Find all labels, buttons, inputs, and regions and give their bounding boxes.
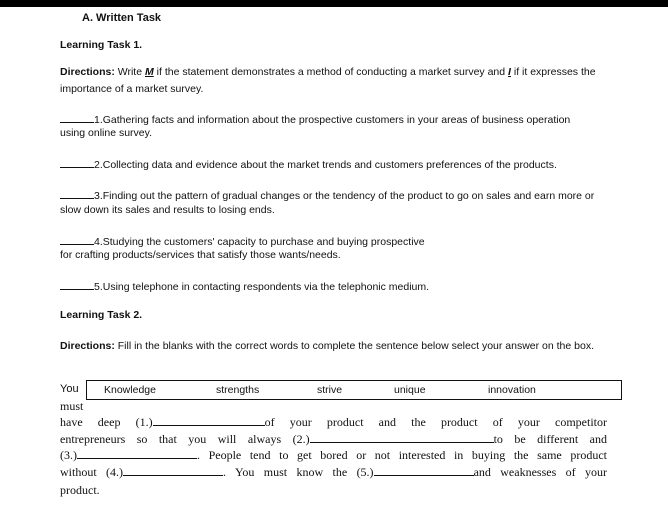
word-bank-item: strengths — [216, 384, 260, 396]
letter-i: I — [508, 66, 511, 78]
answer-blank-3[interactable] — [60, 188, 94, 199]
answer-blank-2[interactable] — [60, 157, 94, 168]
task2-title: Learning Task 2. — [60, 309, 143, 321]
paragraph-line-4: without (4.) . You must know the (5.) and weaknesses of your — [60, 465, 607, 479]
fill-blank-1[interactable] — [153, 415, 265, 426]
word-bank-item: innovation — [488, 384, 536, 396]
letter-m: M — [145, 66, 154, 78]
lead-word-must: must — [60, 399, 84, 413]
task1-item-1: 1.Gathering facts and information about the prospective customers in your areas of business operation — [60, 112, 570, 126]
word-bank-box — [86, 380, 622, 400]
task1-item-4-cont: for crafting products/services that satisfy those wants/needs. — [60, 249, 341, 261]
paragraph-line-2: entrepreneurs so that you will always (2.) to be different and — [60, 432, 607, 446]
paragraph-line-1: have deep (1.) of your product and the product of your competitor — [60, 415, 607, 429]
directions-label: Directions: — [60, 66, 115, 78]
answer-blank-1[interactable] — [60, 112, 94, 123]
fill-blank-2[interactable] — [310, 432, 494, 443]
answer-blank-5[interactable] — [60, 279, 94, 290]
task1-item-5: 5.Using telephone in contacting respondents via the telephonic medium. — [60, 279, 429, 293]
answer-blank-4[interactable] — [60, 234, 94, 245]
paragraph-line-3: (3.) . People tend to get bored or not interested in buying the same product — [60, 448, 607, 462]
directions-label: Directions: — [60, 340, 115, 352]
task1-item-2: 2.Collecting data and evidence about the market trends and customers preferences of the products. — [60, 157, 557, 171]
paragraph-line-5: product. — [60, 483, 100, 497]
top-black-bar — [0, 0, 668, 7]
task1-item-3: 3.Finding out the pattern of gradual changes or the tendency of the product to go on sales and earn more or — [60, 188, 594, 202]
task2-directions: Directions: Fill in the blanks with the correct words to complete the sentence below select your answer on the box. — [60, 340, 595, 352]
task1-item-4: 4.Studying the customers' capacity to purchase and buying prospective — [60, 234, 425, 248]
task1-directions-line2: importance of a market survey. — [60, 83, 204, 95]
fill-blank-4[interactable] — [123, 465, 223, 476]
task1-title: Learning Task 1. — [60, 39, 143, 51]
fill-blank-3[interactable] — [77, 448, 197, 459]
lead-word-you: You — [60, 383, 79, 395]
task1-item-3-cont: slow down its sales and results to losing ends. — [60, 204, 275, 216]
section-title: A. Written Task — [82, 12, 162, 24]
word-bank-item: Knowledge — [104, 384, 156, 396]
word-bank-item: unique — [394, 384, 426, 396]
fill-blank-5[interactable] — [374, 465, 474, 476]
task1-directions-line1: Directions: Write M if the statement demonstrates a method of conducting a market survey and I if it expresses the — [60, 66, 596, 78]
task1-item-1-cont: using online survey. — [60, 127, 153, 139]
word-bank-item: strive — [317, 384, 343, 396]
